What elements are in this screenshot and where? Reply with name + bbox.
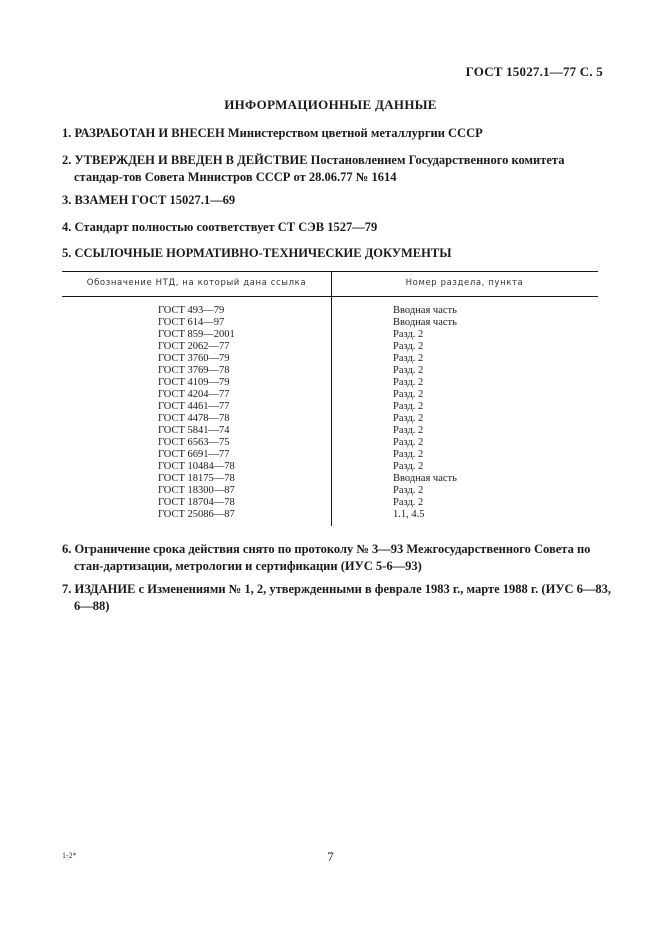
table-cell-designation: ГОСТ 4461—77 <box>158 401 230 412</box>
table-cell-section: Разд. 2 <box>393 485 424 496</box>
table-cell-section: Разд. 2 <box>393 389 424 400</box>
table-header-designation: Обозначение НТД, на который дана ссылка <box>86 278 307 288</box>
section-column <box>393 305 457 521</box>
table-cell-designation: ГОСТ 493—79 <box>158 305 225 316</box>
table-cell-section: Разд. 2 <box>393 341 424 352</box>
designation-column <box>158 305 235 521</box>
references-table <box>62 271 598 527</box>
table-top-rule <box>62 271 598 272</box>
table-cell-designation: ГОСТ 18300—87 <box>158 485 235 496</box>
item-7-number: 7. <box>62 582 72 596</box>
table-cell-designation: ГОСТ 4204—77 <box>158 389 230 400</box>
item-6-number: 6. <box>62 542 72 556</box>
table-header-section: Номер раздела, пункта <box>405 278 524 288</box>
item-4 <box>62 219 602 236</box>
table-cell-designation: ГОСТ 6563—75 <box>158 437 230 448</box>
item-7 <box>62 581 614 615</box>
item-3-number: 3. <box>62 193 72 207</box>
item-4-number: 4. <box>62 220 72 234</box>
table-cell-section: Разд. 2 <box>393 461 424 472</box>
table-cell-designation: ГОСТ 6691—77 <box>158 449 230 460</box>
table-cell-section: Разд. 2 <box>393 437 424 448</box>
table-cell-section: Вводная часть <box>393 317 457 328</box>
item-6-text: Ограничение срока действия снято по протоколу № 3—93 Межгосударственного Совета по стан-дартизации, метрологии и сертификации (ИУС 5-6—93) <box>74 542 591 573</box>
table-cell-designation: ГОСТ 2062—77 <box>158 341 230 352</box>
table-cell-section: Разд. 2 <box>393 449 424 460</box>
item-1-text: РАЗРАБОТАН И ВНЕСЕН Министерством цветной металлургии СССР <box>74 126 483 140</box>
item-3 <box>62 192 602 209</box>
item-2-number: 2. <box>62 153 72 167</box>
document-reference: ГОСТ 15027.1—77 С. 5 <box>465 64 603 79</box>
table-cell-section: Вводная часть <box>393 473 457 484</box>
table-cell-section: Разд. 2 <box>393 425 424 436</box>
item-5-text: ССЫЛОЧНЫЕ НОРМАТИВНО-ТЕХНИЧЕСКИЕ ДОКУМЕНТЫ <box>74 246 452 260</box>
item-1-number: 1. <box>62 126 72 140</box>
table-cell-section: Разд. 2 <box>393 365 424 376</box>
table-cell-section: Разд. 2 <box>393 497 424 508</box>
table-cell-section: Разд. 2 <box>393 401 424 412</box>
table-cell-designation: ГОСТ 614—97 <box>158 317 225 328</box>
table-cell-section: 1.1, 4.5 <box>393 509 425 520</box>
item-1 <box>62 125 602 142</box>
item-5-number: 5. <box>62 246 72 260</box>
table-cell-designation: ГОСТ 4478—78 <box>158 413 230 424</box>
table-cell-designation: ГОСТ 859—2001 <box>158 329 235 340</box>
table-cell-section: Разд. 2 <box>393 329 424 340</box>
table-cell-section: Разд. 2 <box>393 413 424 424</box>
footer-signature-mark: 1-2* <box>62 851 77 860</box>
item-2 <box>62 152 614 186</box>
table-cell-designation: ГОСТ 18704—78 <box>158 497 235 508</box>
item-6 <box>62 541 614 575</box>
item-2-text: УТВЕРЖДЕН И ВВЕДЕН В ДЕЙСТВИЕ Постановлением Государственного комитета стандар-тов Совета Министров СССР от 28.06.77 № 1614 <box>74 153 565 184</box>
table-cell-section: Разд. 2 <box>393 353 424 364</box>
item-3-text: ВЗАМЕН ГОСТ 15027.1—69 <box>74 193 236 207</box>
page-title: ИНФОРМАЦИОННЫЕ ДАННЫЕ <box>224 97 437 112</box>
table-header-rule <box>62 296 598 297</box>
table-column-divider <box>331 271 332 526</box>
item-7-text: ИЗДАНИЕ с Изменениями № 1, 2, утвержденными в феврале 1983 г., марте 1988 г. (ИУС 6—83, 6—88) <box>74 582 612 613</box>
table-cell-designation: ГОСТ 10484—78 <box>158 461 235 472</box>
table-cell-designation: ГОСТ 25086—87 <box>158 509 235 520</box>
item-4-text: Стандарт полностью соответствует СТ СЭВ 1527—79 <box>74 220 378 234</box>
item-5 <box>62 245 602 262</box>
page-number: 7 <box>327 849 334 864</box>
table-cell-designation: ГОСТ 3769—78 <box>158 365 230 376</box>
table-cell-designation: ГОСТ 18175—78 <box>158 473 235 484</box>
table-cell-section: Вводная часть <box>393 305 457 316</box>
table-cell-designation: ГОСТ 5841—74 <box>158 425 230 436</box>
table-cell-designation: ГОСТ 4109—79 <box>158 377 230 388</box>
table-cell-section: Разд. 2 <box>393 377 424 388</box>
table-cell-designation: ГОСТ 3760—79 <box>158 353 230 364</box>
